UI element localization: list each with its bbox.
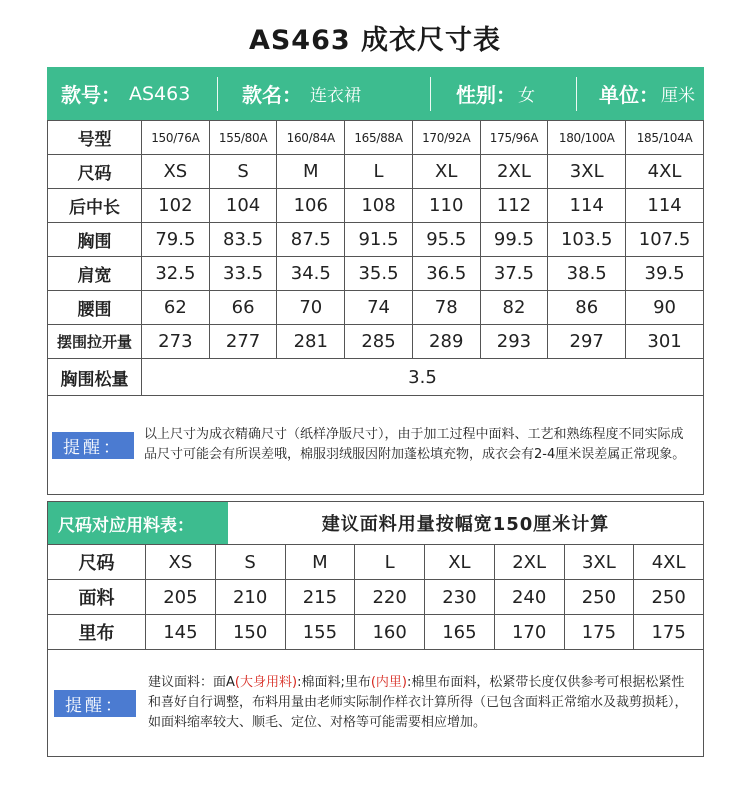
table-cell: 4XL	[634, 545, 704, 580]
table-cell: 277	[209, 325, 277, 359]
row-header: 里布	[48, 615, 146, 650]
table-cell: 150/76A	[142, 121, 210, 155]
product-info-bar	[47, 67, 704, 120]
page-title: AS463 成衣尺寸表	[248, 25, 502, 56]
unit	[577, 67, 695, 120]
table-cell: 74	[345, 291, 413, 325]
table-cell: 34.5	[277, 257, 345, 291]
reminder-badge: 提醒：	[54, 690, 136, 717]
table-row	[48, 545, 704, 580]
table-cell: 289	[412, 325, 480, 359]
table-cell: 114	[548, 189, 626, 223]
gender-value: 女	[518, 86, 535, 106]
table-cell: XS	[142, 155, 210, 189]
product-name	[218, 67, 430, 120]
row-header: 胸围松量	[48, 359, 142, 396]
table-cell: 2XL	[480, 155, 548, 189]
row-header: 摆围拉开量	[48, 325, 142, 359]
note-part: 建议面料：面A	[148, 675, 235, 690]
unit-label: 单位：	[599, 83, 659, 107]
table-cell: M	[285, 545, 355, 580]
note-part: :棉面料;里布	[297, 675, 371, 690]
table-row	[48, 155, 704, 189]
table-cell: 79.5	[142, 223, 210, 257]
fabric-table-title: 尺码对应用料表：	[48, 502, 228, 544]
table-cell: 78	[412, 291, 480, 325]
table-row	[48, 359, 704, 396]
table-cell: XL	[425, 545, 495, 580]
row-header: 后中长	[48, 189, 142, 223]
table-cell: 110	[412, 189, 480, 223]
size-table	[47, 120, 704, 495]
table-cell: M	[277, 155, 345, 189]
table-cell: 160/84A	[277, 121, 345, 155]
table-cell: 99.5	[480, 223, 548, 257]
table-cell: 301	[626, 325, 704, 359]
row-header: 尺码	[48, 545, 146, 580]
table-cell: 103.5	[548, 223, 626, 257]
divider	[576, 77, 577, 111]
table-cell: 86	[548, 291, 626, 325]
table-cell: 35.5	[345, 257, 413, 291]
table-cell: 150	[215, 615, 285, 650]
fabric-calc-note: 建议面料用量按幅宽150厘米计算	[321, 514, 610, 535]
table-cell: 155/80A	[209, 121, 277, 155]
table-cell: 112	[480, 189, 548, 223]
table-row	[48, 580, 704, 615]
table-cell: 3.5	[142, 359, 704, 396]
table-cell: 250	[634, 580, 704, 615]
name-label: 款名：	[242, 83, 302, 107]
table-row	[48, 396, 704, 495]
table-cell: 293	[480, 325, 548, 359]
table-cell: 82	[480, 291, 548, 325]
table-cell: 170/92A	[412, 121, 480, 155]
table-cell: L	[355, 545, 425, 580]
table-cell: 155	[285, 615, 355, 650]
table-cell: 145	[146, 615, 216, 650]
model-label: 款号：	[61, 83, 121, 107]
row-header: 尺码	[48, 155, 142, 189]
table-cell: 62	[142, 291, 210, 325]
fabric-note-text	[136, 673, 703, 733]
fabric-header-bar	[47, 501, 704, 544]
table-cell: 104	[209, 189, 277, 223]
table-cell: 32.5	[142, 257, 210, 291]
divider	[430, 77, 431, 111]
table-cell: 95.5	[412, 223, 480, 257]
note-highlight: (内里)	[370, 675, 407, 690]
table-cell: S	[209, 155, 277, 189]
table-cell: 160	[355, 615, 425, 650]
size-note-text: 以上尺寸为成衣精确尺寸（纸样净版尺寸），由于加工过程中面料、工艺和熟练程度不同实际成品尺寸可能会有所误差哦，棉服羽绒服因附加蓬松填充物，成衣会有2-4厘米误差属正常现象。	[144, 427, 686, 462]
divider	[217, 77, 218, 111]
table-cell: 297	[548, 325, 626, 359]
note-part: :棉里布面料，松紧带长度仅供参考可根据松紧性和喜好自行调整，布料用量由老师实际制作样衣计算所得（已包含面料正常缩水及裁剪损耗），如面料缩率较大、顺毛、定位、对格等可能需要相应增加。	[148, 675, 688, 730]
unit-value: 厘米	[661, 86, 695, 106]
table-row	[48, 325, 704, 359]
table-cell: 175	[634, 615, 704, 650]
table-cell: 38.5	[548, 257, 626, 291]
table-row	[48, 121, 704, 155]
table-cell: 4XL	[626, 155, 704, 189]
table-row	[48, 223, 704, 257]
table-cell: XS	[146, 545, 216, 580]
gender	[431, 67, 576, 120]
table-cell: 90	[626, 291, 704, 325]
table-row	[48, 615, 704, 650]
table-cell: 33.5	[209, 257, 277, 291]
table-cell: 165	[425, 615, 495, 650]
table-cell: 114	[626, 189, 704, 223]
reminder-wrap	[48, 396, 703, 494]
table-cell: 87.5	[277, 223, 345, 257]
table-row	[48, 257, 704, 291]
table-cell: 175/96A	[480, 121, 548, 155]
table-cell: 39.5	[626, 257, 704, 291]
fabric-table	[47, 544, 704, 650]
table-cell: 215	[285, 580, 355, 615]
table-cell: 220	[355, 580, 425, 615]
gender-label: 性别：	[456, 83, 516, 107]
table-cell: 240	[494, 580, 564, 615]
row-header: 肩宽	[48, 257, 142, 291]
name-value: 连衣裙	[310, 86, 361, 106]
table-cell: 37.5	[480, 257, 548, 291]
table-cell: 108	[345, 189, 413, 223]
table-cell: L	[345, 155, 413, 189]
table-cell: 3XL	[548, 155, 626, 189]
table-cell: 281	[277, 325, 345, 359]
table-cell: 230	[425, 580, 495, 615]
table-cell: 273	[142, 325, 210, 359]
row-header: 腰围	[48, 291, 142, 325]
table-cell: 83.5	[209, 223, 277, 257]
table-cell: 3XL	[564, 545, 634, 580]
reminder-badge: 提醒：	[52, 432, 134, 459]
table-cell: XL	[412, 155, 480, 189]
size-reminder	[48, 396, 704, 495]
table-cell: 70	[277, 291, 345, 325]
table-cell: S	[215, 545, 285, 580]
table-cell: 106	[277, 189, 345, 223]
table-cell: 2XL	[494, 545, 564, 580]
table-cell: 185/104A	[626, 121, 704, 155]
table-cell: 91.5	[345, 223, 413, 257]
table-row	[48, 189, 704, 223]
table-cell: 175	[564, 615, 634, 650]
row-header: 号型	[48, 121, 142, 155]
table-cell: 102	[142, 189, 210, 223]
table-cell: 210	[215, 580, 285, 615]
fabric-reminder	[47, 649, 704, 757]
model-value: AS463	[129, 82, 191, 105]
table-cell: 36.5	[412, 257, 480, 291]
table-row	[48, 291, 704, 325]
table-cell: 205	[146, 580, 216, 615]
table-cell: 180/100A	[548, 121, 626, 155]
model-number	[47, 67, 217, 120]
row-header: 面料	[48, 580, 146, 615]
note-highlight: (大身用料)	[234, 675, 298, 690]
table-cell: 285	[345, 325, 413, 359]
table-cell: 170	[494, 615, 564, 650]
row-header: 胸围	[48, 223, 142, 257]
table-cell: 165/88A	[345, 121, 413, 155]
table-cell: 107.5	[626, 223, 704, 257]
table-cell: 66	[209, 291, 277, 325]
table-cell: 250	[564, 580, 634, 615]
